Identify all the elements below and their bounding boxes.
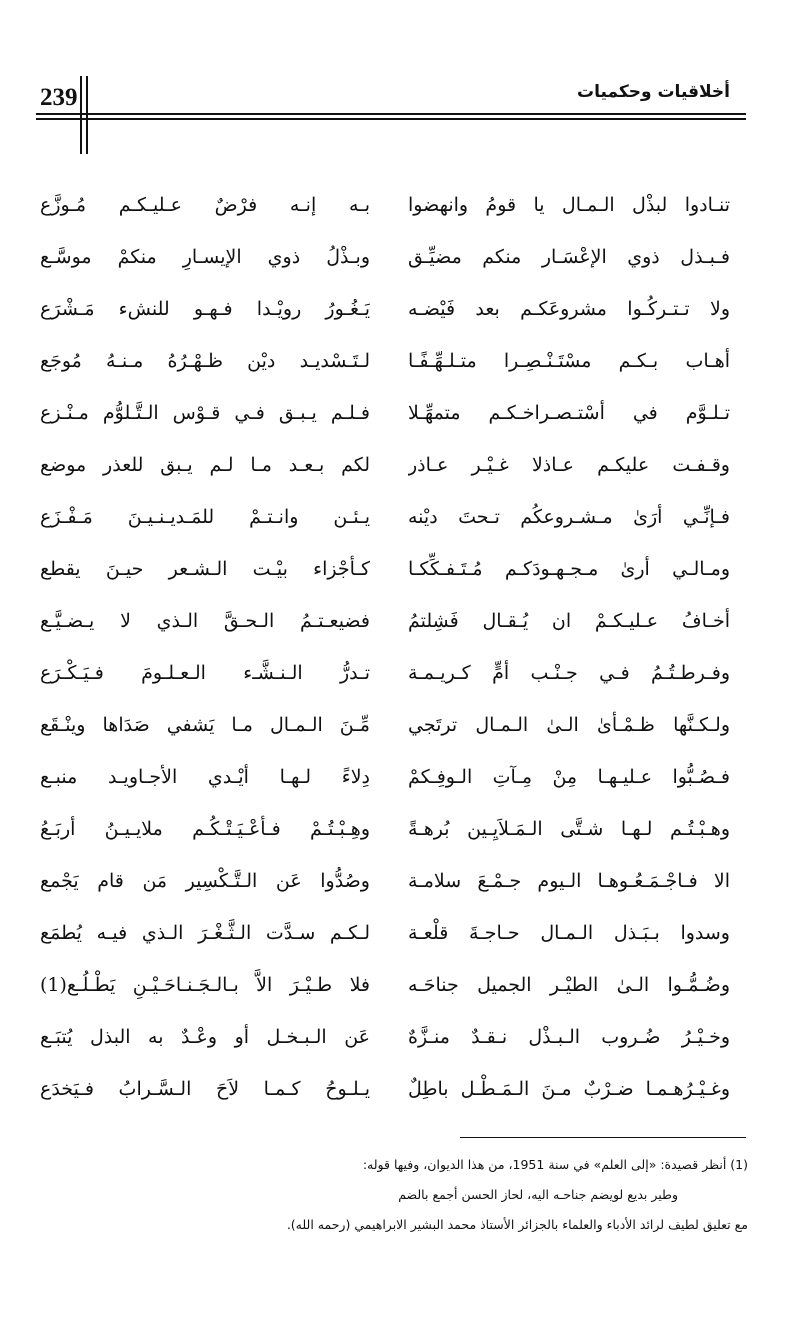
- verse-first-hemistich: وقـفـت عليكـم عـاذلا غـيْـر عـاذر: [408, 454, 730, 476]
- verse-first-hemistich: وضُـمُّـوا الـىٰ الطيْـر الجميل جناحَـه: [408, 974, 730, 996]
- verse-first-hemistich: فـإنِّـي أرَىٰ مـشـروعكُم تـحتَ ديْنه: [408, 506, 730, 528]
- verse-row: [0, 906, 788, 960]
- verse-second-hemistich: لـكـم سـدَّت الـثَّـغْـرَ الـذي فيـه يُطمَع: [40, 922, 370, 944]
- verse-second-hemistich: يَـغُـورُ رويْـدا فـهـو للنشء مَـشْرَع: [40, 298, 370, 320]
- verse-first-hemistich: وسدوا بـبَـذل الـمـال حـاجـةَ قلْعـة: [408, 922, 730, 944]
- header-vertical-rule-1: [80, 76, 82, 154]
- verse-first-hemistich: تـلـوَّم في أسْتـصـراخـكـم متمهِّـلا: [408, 402, 730, 424]
- verse-second-hemistich: يـلـوحُ كـمـا لاَحَ الـسَّـرابُ فـيَخدَع: [40, 1078, 370, 1100]
- verse-row: [0, 698, 788, 752]
- verse-first-hemistich: أخـافُ عـليـكـمْ ان يُـقـال فَشِلتمُ: [408, 610, 730, 632]
- verse-row: [0, 750, 788, 804]
- running-title: أخلاقيات وحكميات: [577, 82, 730, 102]
- footnote-separator: [460, 1137, 746, 1138]
- verse-row: [0, 854, 788, 908]
- page-number: 239: [40, 84, 78, 111]
- verse-first-hemistich: وغـيْـرُهـمـا ضـرْبٌ مـنَ الـمَـطْـل باطِلٌ: [408, 1078, 730, 1100]
- verse-second-hemistich: دِلاءً لـهـا أيْـدي الأجـاويـد منبـع: [40, 766, 370, 788]
- verse-row: [0, 438, 788, 492]
- verse-first-hemistich: وهـبْـتُـم لـهـا شـتَّى الـمَـلاَيِـين بُرهـةً: [408, 818, 730, 840]
- verse-second-hemistich: وهِـبْـتُـمْ فـأعْـيَـتْـكُـم ملايـيـنُ أربَـعُ: [40, 818, 370, 840]
- verse-row: [0, 490, 788, 544]
- verse-row: [0, 958, 788, 1012]
- verse-second-hemistich: لكم بـعـد مـا لـم يـبق للعذر موضع: [40, 454, 370, 476]
- verse-first-hemistich: فـبـذل ذوي الإعْسَـار منكم مضيِّـق: [408, 246, 730, 268]
- footnote-comment: مع تعليق لطيف لرائد الأدباء والعلماء بالجزائر الأستاذ محمد البشير الابراهيمي (رحمه الله).: [286, 1217, 748, 1232]
- verse-second-hemistich: وصُدُّوا عَن الـتَّـكْسِير مَن قام يَجْمع: [40, 870, 370, 892]
- verse-first-hemistich: ومـالـي أرىٰ مـجـهـودَكـم مُـتَـفـكِّكـا: [408, 558, 730, 580]
- verse-row: [0, 386, 788, 440]
- header-vertical-rule-2: [86, 76, 88, 154]
- verse-second-hemistich: تـدرُّ الـنـشَّـء الـعـلـومَ فـيَـكْـرَع: [40, 662, 370, 684]
- verse-second-hemistich: بـه إنـه فرْضٌ عـليـكـم مُـوزَّع: [40, 194, 370, 216]
- verse-second-hemistich: وبـذْلُ ذوي الإيسـارِ منكمْ موسَّـع: [40, 246, 370, 268]
- verse-row: [0, 1010, 788, 1064]
- verse-second-hemistich: كـأجْزاء بيْـت الـشـعر حيـنَ يقطع: [40, 558, 370, 580]
- verse-first-hemistich: فـصُـبُّوا عـليـهـا مِنْ مِـآتِ الـوفِـكمْ: [408, 766, 730, 788]
- verse-row: [0, 542, 788, 596]
- header-horizontal-rule-1: [36, 113, 746, 115]
- header-horizontal-rule-2: [36, 118, 746, 120]
- verse-row: [0, 178, 788, 232]
- verse-first-hemistich: ولا تـتـركُـوا مشروعَكـم بعد فَيْضـه: [408, 298, 730, 320]
- verse-second-hemistich: فلا طـيْـرَ الاَّ بـالـجَـنـاحَـيْـنِ يَطْـلُـع(1): [40, 974, 370, 996]
- verse-second-hemistich: يـئـن وانـتـمْ للمَـديـنـيـنَ مَـفْـزَع: [40, 506, 370, 528]
- footnote-reference: (1) أنظر قصيدة: «إلى العلم» في سنة 1951، من هذا الديوان، وفيها قوله:: [362, 1157, 748, 1172]
- verse-first-hemistich: الا فـاجْـمَـعُـوهـا الـيوم جـمْـعَ سلامـة: [408, 870, 730, 892]
- verse-second-hemistich: فضيعـتـمُ الـحـقَّ الـذي لا يـضـيَّـع: [40, 610, 370, 632]
- verse-second-hemistich: فـلـم يـبـق فـي قـوْس الـتَّـلوُّم مـنْـزع: [40, 402, 370, 424]
- footnote-quoted-verse: وطير بديع لويضم جناحـه اليه، لحاز الحسن أجمع بالضم: [398, 1187, 678, 1202]
- verse-second-hemistich: مِّـنَ الـمـال مـا يَشفي صَدَاها وينْـقَع: [40, 714, 370, 736]
- page-header: [0, 0, 788, 150]
- verse-row: [0, 334, 788, 388]
- verse-second-hemistich: عَن الـبـخـل أو وعْـدٌ به البذل يُتبَـع: [40, 1026, 370, 1048]
- verse-row: [0, 1062, 788, 1116]
- verse-first-hemistich: وفـرطـتُـمُ فـي جـنْـب أمٍّ كـريـمـة: [408, 662, 730, 684]
- verse-row: [0, 594, 788, 648]
- verse-first-hemistich: وخـيْـرُ ضُـروب الـبـذْل نـقـدٌ منـزَّهٌ: [408, 1026, 730, 1048]
- poem: [0, 178, 788, 1118]
- verse-first-hemistich: أهـاب بـكـم مسْتَـنْـصِـرا متـلـهِّـفًـا: [408, 350, 730, 372]
- verse-row: [0, 230, 788, 284]
- verse-row: [0, 282, 788, 336]
- verse-row: [0, 802, 788, 856]
- verse-first-hemistich: ولـكـنَّها ظـمْـأىٰ الـىٰ الـمـال ترتَجي: [408, 714, 730, 736]
- verse-second-hemistich: لـتَـسْديـد ديْن ظـهْـرُهُ مـنـهُ مُوجَع: [40, 350, 370, 372]
- footnotes: [48, 1150, 748, 1240]
- verse-first-hemistich: تنـادوا لبذْل الـمـال يا قومُ وانهضوا: [408, 194, 730, 216]
- verse-row: [0, 646, 788, 700]
